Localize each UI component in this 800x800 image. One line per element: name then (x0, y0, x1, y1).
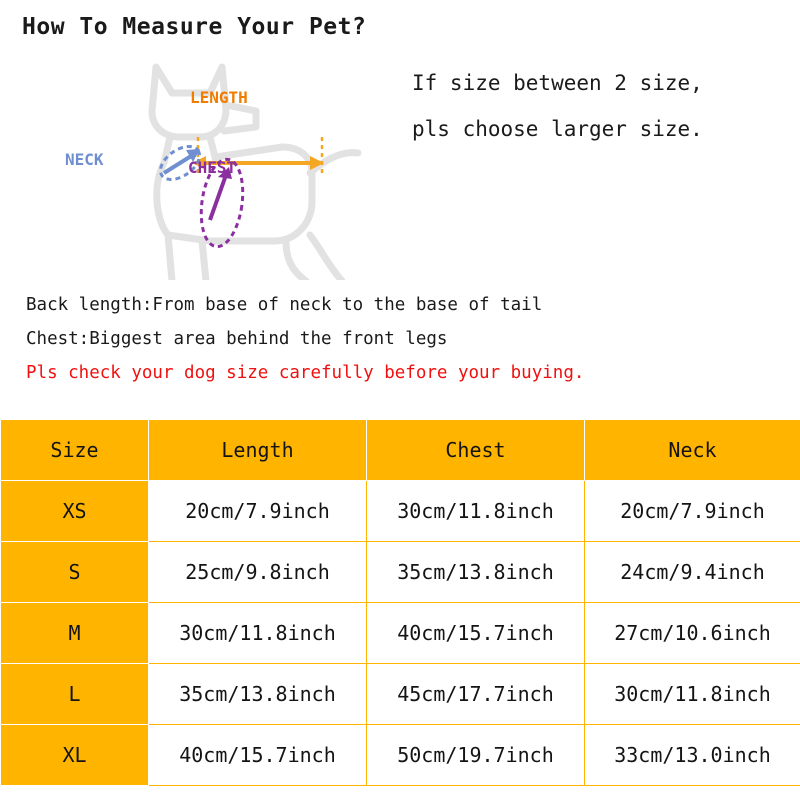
cell-chest: 35cm/13.8inch (367, 542, 585, 603)
cell-chest: 45cm/17.7inch (367, 664, 585, 725)
cell-size: S (1, 542, 149, 603)
table-row (1, 725, 800, 786)
size-note-line-2: pls choose larger size. (412, 117, 703, 141)
table-row (1, 664, 800, 725)
cell-neck: 24cm/9.4inch (585, 542, 800, 603)
size-note-line-1: If size between 2 size, (412, 71, 703, 95)
cell-size: M (1, 603, 149, 664)
cell-length: 20cm/7.9inch (149, 481, 367, 542)
table-row (1, 542, 800, 603)
column-header-length: Length (149, 420, 367, 481)
cell-length: 35cm/13.8inch (149, 664, 367, 725)
cell-neck: 30cm/11.8inch (585, 664, 800, 725)
cell-neck: 20cm/7.9inch (585, 481, 800, 542)
cell-neck: 27cm/10.6inch (585, 603, 800, 664)
description-line-1: Back length:From base of neck to the base of tail (26, 295, 543, 315)
cell-chest: 40cm/15.7inch (367, 603, 585, 664)
cell-neck: 33cm/13.0inch (585, 725, 800, 786)
dog-measurement-diagram (60, 45, 400, 280)
size-table (0, 419, 800, 786)
cell-chest: 50cm/19.7inch (367, 725, 585, 786)
size-note (412, 60, 792, 152)
description-warning: Pls check your dog size carefully before your buying. (26, 363, 585, 383)
description-line-2: Chest:Biggest area behind the front legs (26, 329, 448, 349)
cell-size: XS (1, 481, 149, 542)
table-row (1, 603, 800, 664)
chest-arrow-line (210, 175, 226, 220)
cell-size: L (1, 664, 149, 725)
cell-chest: 30cm/11.8inch (367, 481, 585, 542)
cell-length: 30cm/11.8inch (149, 603, 367, 664)
dog-silhouette-icon (152, 67, 358, 280)
measurement-description (26, 288, 786, 390)
page-title: How To Measure Your Pet? (22, 14, 367, 40)
cell-length: 25cm/9.8inch (149, 542, 367, 603)
cell-size: XL (1, 725, 149, 786)
cell-length: 40cm/15.7inch (149, 725, 367, 786)
chest-label: CHEST (188, 158, 237, 177)
neck-label: NECK (65, 150, 104, 169)
table-row (1, 481, 800, 542)
table-header-row (1, 420, 800, 481)
column-header-chest: Chest (367, 420, 585, 481)
length-label: LENGTH (190, 88, 248, 107)
column-header-neck: Neck (585, 420, 800, 481)
column-header-size: Size (1, 420, 149, 481)
